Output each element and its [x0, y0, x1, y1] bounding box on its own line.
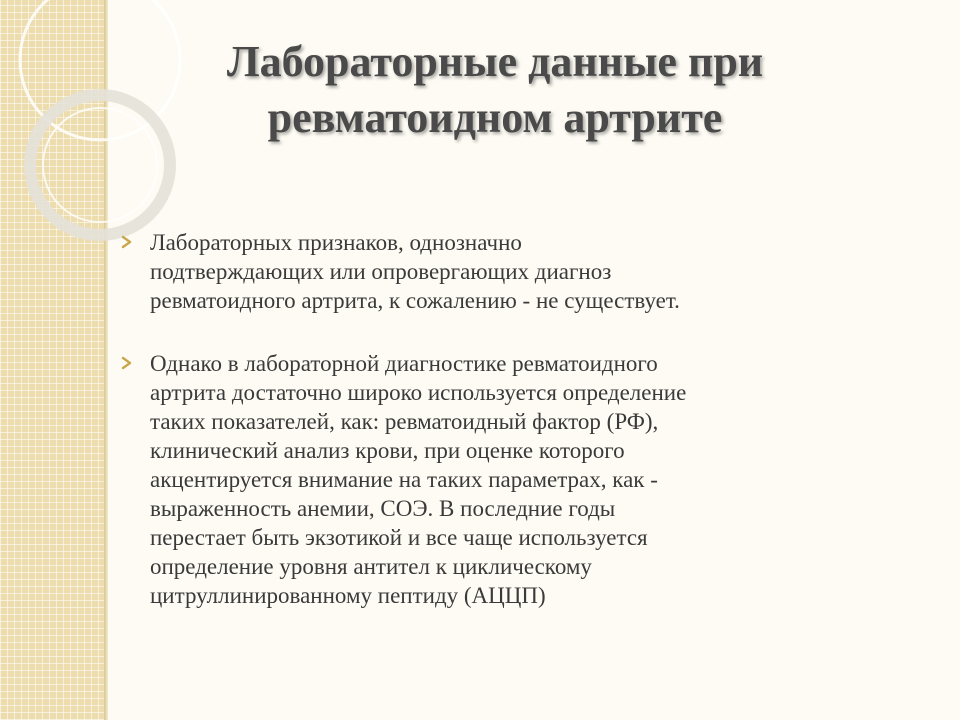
bullet-line: Лабораторных признаков, однозначно	[150, 230, 522, 255]
bullet-line: клинический анализ крови, при оценке которого	[150, 438, 625, 463]
bullet-line: перестает быть экзотикой и все чаще используется	[150, 525, 648, 550]
slide-title	[150, 34, 840, 146]
decorative-ring-inner	[43, 108, 157, 222]
bullet-line: определение уровня антител к циклическому	[150, 554, 592, 579]
bullet-text	[150, 349, 686, 610]
bullet-line: акцентируется внимание на таких параметрах, как -	[150, 467, 658, 492]
bullet-list	[120, 228, 840, 610]
bullet-text	[150, 228, 680, 315]
bullet-line: выраженность анемии, СОЭ. В последние годы	[150, 496, 616, 521]
chevron-right-icon	[120, 349, 150, 370]
bullet-item	[120, 349, 840, 610]
bullet-item	[120, 228, 840, 315]
bullet-line: таких показателей, как: ревматоидный фактор (РФ),	[150, 409, 659, 434]
bullet-line: цитруллинированному пептиду (АЦЦП)	[150, 583, 546, 608]
bullet-line: артрита достаточно широко используется определение	[150, 380, 687, 405]
title-line-2: ревматоидном артрите	[267, 93, 723, 142]
decorative-ring-thick	[30, 95, 170, 235]
bullet-line: Однако в лабораторной диагностике ревматоидного	[150, 351, 658, 376]
bullet-line: ревматоидного артрита, к сожалению - не существует.	[150, 288, 680, 313]
chevron-right-icon	[120, 228, 150, 249]
title-line-1: Лабораторные данные при	[226, 37, 764, 86]
bullet-line: подтверждающих или опровергающих диагноз	[150, 259, 612, 284]
